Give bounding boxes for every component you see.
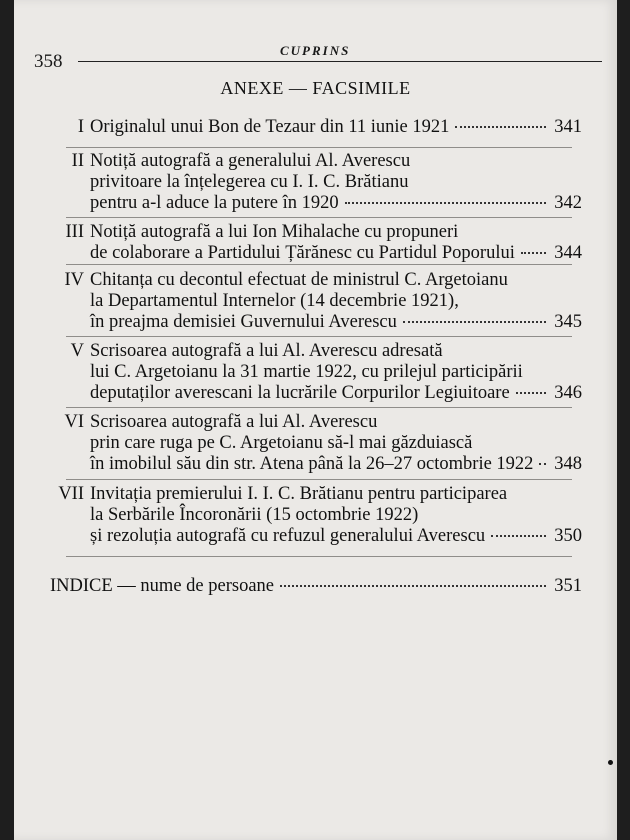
toc-entry	[54, 117, 582, 138]
entry-number: V	[70, 341, 84, 361]
toc-entry	[54, 151, 582, 214]
entry-line: Notiță autografă a lui Ion Mihalache cu propuneri	[90, 222, 459, 242]
entry-page: 350	[554, 526, 582, 546]
entry-line: la Serbările Încoronării (15 octombrie 1922)	[90, 505, 419, 525]
entry-page: 342	[554, 193, 582, 213]
entry-separator	[66, 264, 572, 265]
entry-number: IV	[64, 270, 84, 290]
entry-line: la Departamentul Internelor (14 decembrie 1921),	[90, 291, 459, 311]
index-page: 351	[554, 576, 582, 596]
leader-dots	[455, 126, 546, 128]
entry-title: pentru a-l aduce la putere în 1920	[90, 193, 339, 213]
leader-dots	[491, 535, 546, 537]
leader-dots	[280, 585, 546, 587]
entry-number: VII	[58, 484, 84, 504]
entry-title: deputaților averescani la lucrările Corpurilor Legiuitoare	[90, 383, 510, 403]
entry-separator	[66, 556, 572, 557]
entry-number: II	[71, 151, 84, 171]
leader-dots	[403, 321, 546, 323]
toc-entry	[54, 270, 582, 333]
entry-separator	[66, 479, 572, 480]
entry-line: Notiță autografă a generalului Al. Averescu	[90, 151, 411, 171]
entry-title: și rezoluția autografă cu refuzul generalului Averescu	[90, 526, 486, 546]
index-entry	[50, 576, 582, 597]
leader-dots	[521, 252, 546, 254]
leader-dots	[345, 202, 546, 204]
entry-number: VI	[64, 412, 84, 432]
entry-number: III	[65, 222, 84, 242]
running-title: CUPRINS	[280, 43, 351, 58]
toc-entry	[54, 484, 582, 547]
entry-line: Invitația premierului I. I. C. Brătianu pentru participarea	[90, 484, 508, 504]
entry-title: în preajma demisiei Guvernului Averescu	[90, 312, 397, 332]
book-page	[14, 0, 617, 840]
ink-dot	[608, 760, 613, 765]
entry-separator	[66, 217, 572, 218]
header-rule	[78, 61, 602, 62]
entry-title: în imobilul său din str. Atena până la 26–27 octombrie 1922	[90, 454, 534, 474]
index-label: INDICE — nume de persoane	[50, 576, 274, 596]
section-title: ANEXE — FACSIMILE	[220, 78, 411, 98]
entry-page: 345	[554, 312, 582, 332]
entry-line: lui C. Argetoianu la 31 martie 1922, cu prilejul participării	[90, 362, 523, 382]
entry-separator	[66, 336, 572, 337]
running-header	[34, 43, 602, 73]
toc-entry	[54, 412, 582, 475]
entry-separator	[66, 147, 572, 148]
entry-title: Originalul unui Bon de Tezaur din 11 iunie 1921	[90, 117, 450, 137]
entry-line: privitoare la înțelegerea cu I. I. C. Brătianu	[90, 172, 409, 192]
entry-line: Scrisoarea autografă a lui Al. Averescu	[90, 412, 378, 432]
page-number: 358	[34, 51, 63, 72]
entry-line: prin care ruga pe C. Argetoianu să-l mai găzduiască	[90, 433, 473, 453]
entry-title: de colaborare a Partidului Țărănesc cu Partidul Poporului	[90, 243, 515, 263]
entry-line: Chitanța cu decontul efectuat de ministrul C. Argetoianu	[90, 270, 508, 290]
entry-line: Scrisoarea autografă a lui Al. Averescu adresată	[90, 341, 443, 361]
leader-dots	[539, 463, 546, 465]
entry-number: I	[77, 117, 84, 137]
toc-entry	[54, 222, 582, 264]
entry-page: 341	[554, 117, 582, 137]
toc-entry	[54, 341, 582, 404]
leader-dots	[516, 392, 546, 394]
entry-page: 346	[554, 383, 582, 403]
entry-page: 348	[554, 454, 582, 474]
entry-page: 344	[554, 243, 582, 263]
entry-separator	[66, 407, 572, 408]
